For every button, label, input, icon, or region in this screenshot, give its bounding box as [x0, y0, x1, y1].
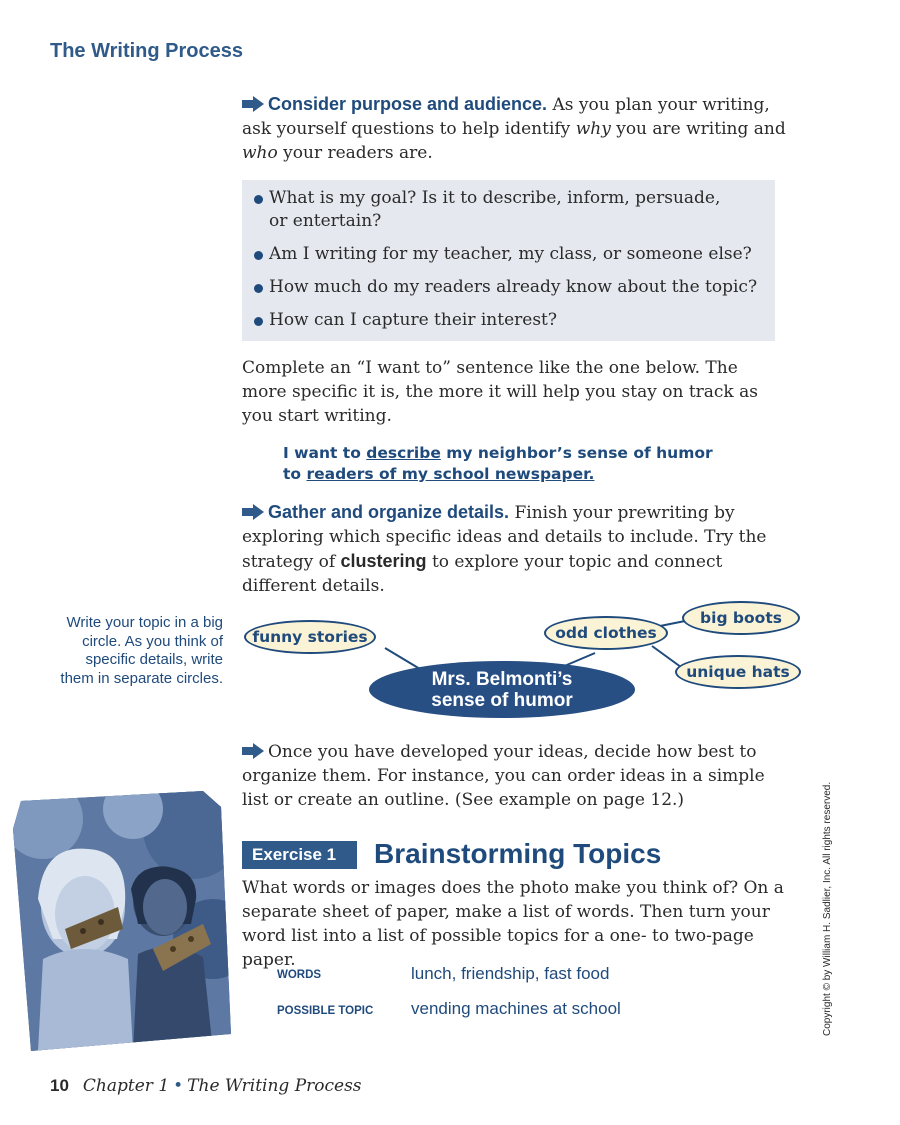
want-underline: readers of my school newspaper. [306, 465, 595, 483]
question-item [254, 243, 763, 266]
photo-two-girls-eating-pizza [13, 789, 231, 1051]
purpose-text-1: As you plan your writing, ask yourself questions to help identify [242, 95, 770, 139]
develop-text: Once you have developed your ideas, decide how best to organize them. For instance, you can order ideas in a simple list or create an outline. (See example on page 12.) [242, 742, 765, 810]
exercise-prompt: What words or images does the photo make you think of? On a separate sheet of paper, make a list of words. Then turn your word list into a list of possible topics for a one- to two-page paper. [242, 878, 784, 970]
exercise-title: Brainstorming Topics [374, 838, 662, 869]
possible-topic-value: vending machines at school [411, 999, 621, 1018]
center-topic-bubble [369, 661, 635, 718]
want-text: to [283, 465, 307, 483]
section-header: The Writing Process [50, 40, 244, 62]
footer-dot: • [173, 1076, 184, 1096]
right-arrow-icon [242, 96, 264, 112]
page-footer [50, 1076, 362, 1096]
bubble-big-boots: big boots [682, 601, 800, 635]
bubble-odd-clothes: odd clothes [544, 616, 668, 650]
question-text: Am I writing for my teacher, my class, or someone else? [269, 244, 752, 264]
question-text: What is my goal? Is it to describe, inform, persuade, or entertain? [269, 188, 721, 231]
words-value: lunch, friendship, fast food [411, 964, 610, 983]
complete-paragraph: Complete an “I want to” sentence like the one below. The more specific it is, the more it will help you stay on track as you start writing. [242, 358, 758, 426]
right-arrow-icon [242, 743, 264, 759]
bubble-funny-stories: funny stories [244, 620, 376, 654]
want-text: my neighbor’s sense of humor [440, 444, 713, 462]
exercise-tag: Exercise 1 [242, 841, 357, 869]
bullet-icon [254, 317, 263, 326]
gather-bold: clustering [340, 551, 427, 571]
want-text: I want to [283, 444, 367, 462]
want-sentence [283, 443, 713, 485]
footer-chapter: Chapter 1 [82, 1076, 170, 1096]
copyright-notice: Copyright © by William H. Sadlier, Inc. All rights reserved. [822, 781, 833, 1036]
develop-paragraph [242, 740, 772, 812]
question-box [242, 180, 775, 341]
question-text: How can I capture their interest? [269, 310, 557, 330]
want-underline: describe [366, 444, 441, 462]
gather-paragraph [242, 500, 772, 598]
page-number: 10 [50, 1076, 69, 1095]
bullet-icon [254, 284, 263, 293]
right-arrow-icon [242, 504, 264, 520]
side-note: Write your topic in a big circle. As you think of specific details, write them in separate circles. [60, 614, 223, 687]
center-topic-line: Mrs. Belmonti’s [431, 668, 573, 690]
gather-lead: Gather and organize details. [268, 502, 510, 522]
gather-text-2: to explore your topic and connect different details. [242, 552, 723, 596]
footer-section: The Writing Process [187, 1076, 362, 1096]
gather-text-1: Finish your prewriting by exploring which specific ideas and details to include. Try the strategy of [242, 503, 767, 572]
purpose-em-why: why [575, 119, 611, 139]
question-item [254, 187, 763, 233]
bullet-icon [254, 195, 263, 204]
purpose-lead: Consider purpose and audience. [268, 94, 548, 114]
possible-topic-label: POSSIBLE TOPIC [277, 1005, 374, 1017]
purpose-paragraph [242, 92, 802, 165]
cluster-diagram [240, 598, 810, 723]
purpose-em-who: who [242, 143, 278, 163]
words-label: WORDS [277, 969, 322, 981]
question-item [254, 309, 763, 332]
purpose-text-2: you are writing and [610, 119, 786, 139]
question-item [254, 276, 763, 299]
center-topic-line: sense of humor [431, 689, 573, 711]
bullet-icon [254, 251, 263, 260]
question-text: How much do my readers already know about the topic? [269, 277, 758, 297]
purpose-text-3: your readers are. [277, 143, 433, 163]
bubble-unique-hats: unique hats [675, 655, 801, 689]
